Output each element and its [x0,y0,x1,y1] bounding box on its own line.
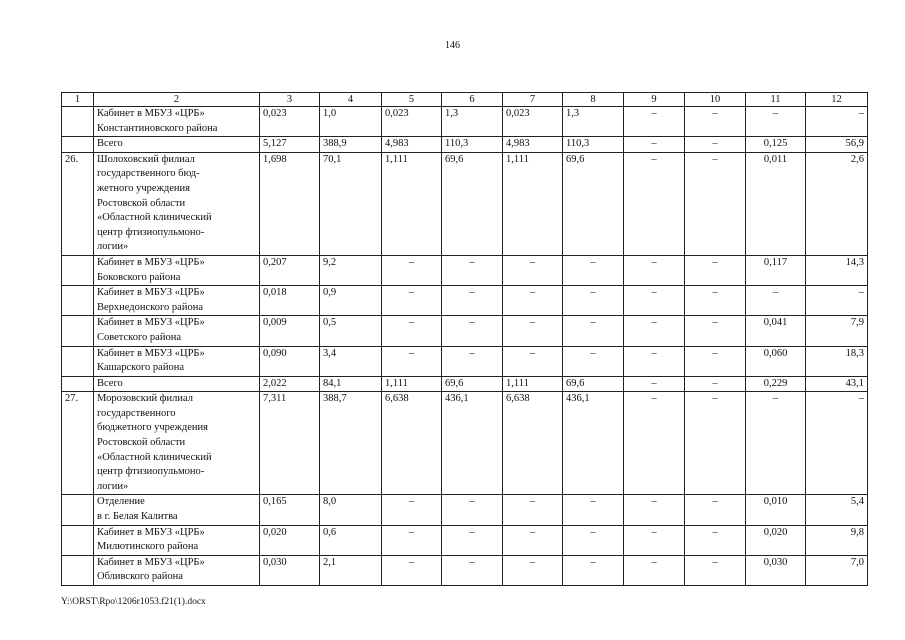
cell-col-9: – [624,495,685,525]
facility-name [94,555,260,585]
facility-name [94,107,260,137]
facility-name [94,346,260,376]
cell-col-12: 43,1 [806,376,868,392]
cell-col-7: – [503,555,563,585]
cell-col-7: 1,111 [503,376,563,392]
cell-col-9: – [624,346,685,376]
cell-col-6: – [442,316,503,346]
cell-col-6: – [442,286,503,316]
table-row [62,137,868,153]
cell-col-8: – [563,346,624,376]
file-path-footer: Y:\ORST\Rpo\1206r1053.f21(1).docx [61,597,206,607]
cell-col-11: 0,030 [746,555,806,585]
cell-col-11: 0,060 [746,346,806,376]
facility-name-line: бюджетного учреждения [97,422,208,434]
cell-col-4: 70,1 [320,152,382,255]
cell-col-6: – [442,346,503,376]
column-header-7: 7 [503,93,563,107]
cell-col-3: 0,207 [260,255,320,285]
cell-col-8: 436,1 [563,392,624,495]
column-header-1: 1 [62,93,94,107]
cell-col-5: 6,638 [382,392,442,495]
facility-name-line: государственного [97,407,176,419]
cell-col-4: 0,5 [320,316,382,346]
cell-col-4: 388,9 [320,137,382,153]
facility-name [94,495,260,525]
table-body [62,107,868,586]
table-header-row [62,93,868,107]
facility-name [94,525,260,555]
cell-col-7: 4,983 [503,137,563,153]
cell-col-5: 0,023 [382,107,442,137]
cell-col-12: – [806,392,868,495]
cell-col-10: – [685,495,746,525]
cell-col-8: – [563,255,624,285]
facility-name [94,392,260,495]
column-header-3: 3 [260,93,320,107]
cell-col-9: – [624,286,685,316]
facility-name-line: Кабинет в МБУЗ «ЦРБ» [97,287,205,299]
facility-name-line: логии» [97,241,129,253]
cell-col-6: 69,6 [442,152,503,255]
facility-name [94,376,260,392]
cell-col-5: – [382,495,442,525]
cell-col-11: 0,125 [746,137,806,153]
table-row [62,316,868,346]
cell-col-3: 0,090 [260,346,320,376]
column-header-12: 12 [806,93,868,107]
facility-name-line: Боковского района [97,271,181,283]
table-row [62,495,868,525]
cell-col-12: 14,3 [806,255,868,285]
cell-col-9: – [624,255,685,285]
cell-col-10: – [685,255,746,285]
column-header-8: 8 [563,93,624,107]
facility-name-line: Кабинет в МБУЗ «ЦРБ» [97,317,205,329]
cell-col-11: – [746,286,806,316]
facility-name-line: Константиновского района [97,122,218,134]
column-header-10: 10 [685,93,746,107]
facility-name-line: Советского района [97,331,181,343]
facility-name-line: центр фтизиопульмоно- [97,226,205,238]
column-header-9: 9 [624,93,685,107]
facility-name [94,255,260,285]
cell-col-4: 1,0 [320,107,382,137]
cell-col-12: 56,9 [806,137,868,153]
cell-col-5: – [382,316,442,346]
cell-col-3: 5,127 [260,137,320,153]
cell-col-5: – [382,525,442,555]
table-row [62,392,868,495]
cell-col-11: 0,041 [746,316,806,346]
cell-col-9: – [624,525,685,555]
cell-col-4: 2,1 [320,555,382,585]
data-table [61,92,868,586]
cell-col-10: – [685,137,746,153]
row-index [62,286,94,316]
cell-col-12: 18,3 [806,346,868,376]
table-row [62,152,868,255]
row-index [62,107,94,137]
cell-col-5: 1,111 [382,152,442,255]
cell-col-6: – [442,555,503,585]
facility-name [94,152,260,255]
facility-name-line: Отделение [97,496,145,508]
cell-col-12: 5,4 [806,495,868,525]
cell-col-10: – [685,555,746,585]
cell-col-4: 9,2 [320,255,382,285]
cell-col-3: 7,311 [260,392,320,495]
facility-name-line: центр фтизиопульмоно- [97,466,205,478]
column-header-4: 4 [320,93,382,107]
facility-name-line: «Областной клинический [97,212,212,224]
cell-col-8: 110,3 [563,137,624,153]
cell-col-11: 0,020 [746,525,806,555]
row-index: 27. [62,392,94,495]
facility-name-line: Всего [97,138,123,150]
cell-col-6: – [442,525,503,555]
cell-col-10: – [685,525,746,555]
cell-col-8: 69,6 [563,376,624,392]
cell-col-4: 388,7 [320,392,382,495]
cell-col-11: 0,010 [746,495,806,525]
cell-col-7: – [503,255,563,285]
facility-name [94,286,260,316]
cell-col-12: 7,9 [806,316,868,346]
facility-name-line: Кабинет в МБУЗ «ЦРБ» [97,556,205,568]
table-row [62,555,868,585]
cell-col-3: 0,023 [260,107,320,137]
facility-name-line: Морозовский филиал [97,393,193,405]
table-row [62,376,868,392]
facility-name-line: Кабинет в МБУЗ «ЦРБ» [97,108,205,119]
column-header-6: 6 [442,93,503,107]
cell-col-11: – [746,392,806,495]
cell-col-6: – [442,255,503,285]
facility-name-line: Шолоховский филиал [97,153,195,165]
cell-col-5: – [382,346,442,376]
cell-col-9: – [624,137,685,153]
cell-col-10: – [685,392,746,495]
cell-col-10: – [685,376,746,392]
row-index [62,346,94,376]
cell-col-5: 1,111 [382,376,442,392]
cell-col-10: – [685,152,746,255]
facility-name-line: Обливского района [97,571,183,583]
cell-col-12: – [806,107,868,137]
cell-col-3: 0,165 [260,495,320,525]
cell-col-8: – [563,495,624,525]
cell-col-9: – [624,376,685,392]
cell-col-8: – [563,316,624,346]
cell-col-5: – [382,286,442,316]
cell-col-7: – [503,346,563,376]
facility-name [94,137,260,153]
cell-col-5: 4,983 [382,137,442,153]
facility-name [94,316,260,346]
facility-name-line: Ростовской области [97,437,186,449]
cell-col-8: – [563,525,624,555]
cell-col-4: 8,0 [320,495,382,525]
column-header-2: 2 [94,93,260,107]
cell-col-4: 0,6 [320,525,382,555]
cell-col-9: – [624,392,685,495]
cell-col-10: – [685,286,746,316]
cell-col-8: – [563,555,624,585]
facility-name-line: Кабинет в МБУЗ «ЦРБ» [97,256,205,268]
table-row [62,107,868,137]
cell-col-9: – [624,107,685,137]
facility-name-line: «Областной клинический [97,451,212,463]
cell-col-3: 0,009 [260,316,320,346]
row-index [62,316,94,346]
cell-col-7: – [503,495,563,525]
facility-name-line: государственного бюд- [97,168,200,180]
cell-col-7: – [503,316,563,346]
facility-name-line: Всего [97,377,123,389]
cell-col-6: 436,1 [442,392,503,495]
row-index [62,525,94,555]
cell-col-12: 7,0 [806,555,868,585]
cell-col-10: – [685,316,746,346]
page-number: 146 [445,40,460,51]
cell-col-3: 2,022 [260,376,320,392]
table-row [62,286,868,316]
cell-col-11: – [746,107,806,137]
column-header-11: 11 [746,93,806,107]
facility-name-line: Милютинского района [97,541,199,553]
cell-col-5: – [382,555,442,585]
cell-col-6: 1,3 [442,107,503,137]
row-index [62,555,94,585]
cell-col-7: – [503,525,563,555]
cell-col-12: – [806,286,868,316]
cell-col-3: 0,030 [260,555,320,585]
cell-col-3: 0,020 [260,525,320,555]
row-index [62,376,94,392]
table-row [62,255,868,285]
cell-col-3: 0,018 [260,286,320,316]
facility-name-line: Кабинет в МБУЗ «ЦРБ» [97,526,205,538]
facility-name-line: Кашарского района [97,362,184,374]
cell-col-6: 110,3 [442,137,503,153]
cell-col-6: 69,6 [442,376,503,392]
table-row [62,525,868,555]
cell-col-11: 0,117 [746,255,806,285]
cell-col-7: 1,111 [503,152,563,255]
cell-col-8: 1,3 [563,107,624,137]
cell-col-12: 2,6 [806,152,868,255]
facility-name-line: Верхнедонского района [97,301,203,313]
cell-col-11: 0,011 [746,152,806,255]
cell-col-9: – [624,316,685,346]
row-index [62,495,94,525]
cell-col-7: 6,638 [503,392,563,495]
cell-col-9: – [624,152,685,255]
cell-col-10: – [685,346,746,376]
cell-col-3: 1,698 [260,152,320,255]
column-header-5: 5 [382,93,442,107]
cell-col-8: – [563,286,624,316]
cell-col-4: 84,1 [320,376,382,392]
cell-col-10: – [685,107,746,137]
row-index [62,137,94,153]
facility-name-line: Ростовской области [97,197,186,209]
cell-col-8: 69,6 [563,152,624,255]
cell-col-7: 0,023 [503,107,563,137]
row-index: 26. [62,152,94,255]
cell-col-4: 3,4 [320,346,382,376]
facility-name-line: в г. Белая Калитва [97,511,178,523]
row-index [62,255,94,285]
cell-col-4: 0,9 [320,286,382,316]
cell-col-12: 9,8 [806,525,868,555]
cell-col-7: – [503,286,563,316]
facility-name-line: логии» [97,480,129,492]
cell-col-5: – [382,255,442,285]
facility-name-line: Кабинет в МБУЗ «ЦРБ» [97,347,205,359]
cell-col-6: – [442,495,503,525]
cell-col-9: – [624,555,685,585]
cell-col-11: 0,229 [746,376,806,392]
table-row [62,346,868,376]
facility-name-line: жетного учреждения [97,182,190,194]
